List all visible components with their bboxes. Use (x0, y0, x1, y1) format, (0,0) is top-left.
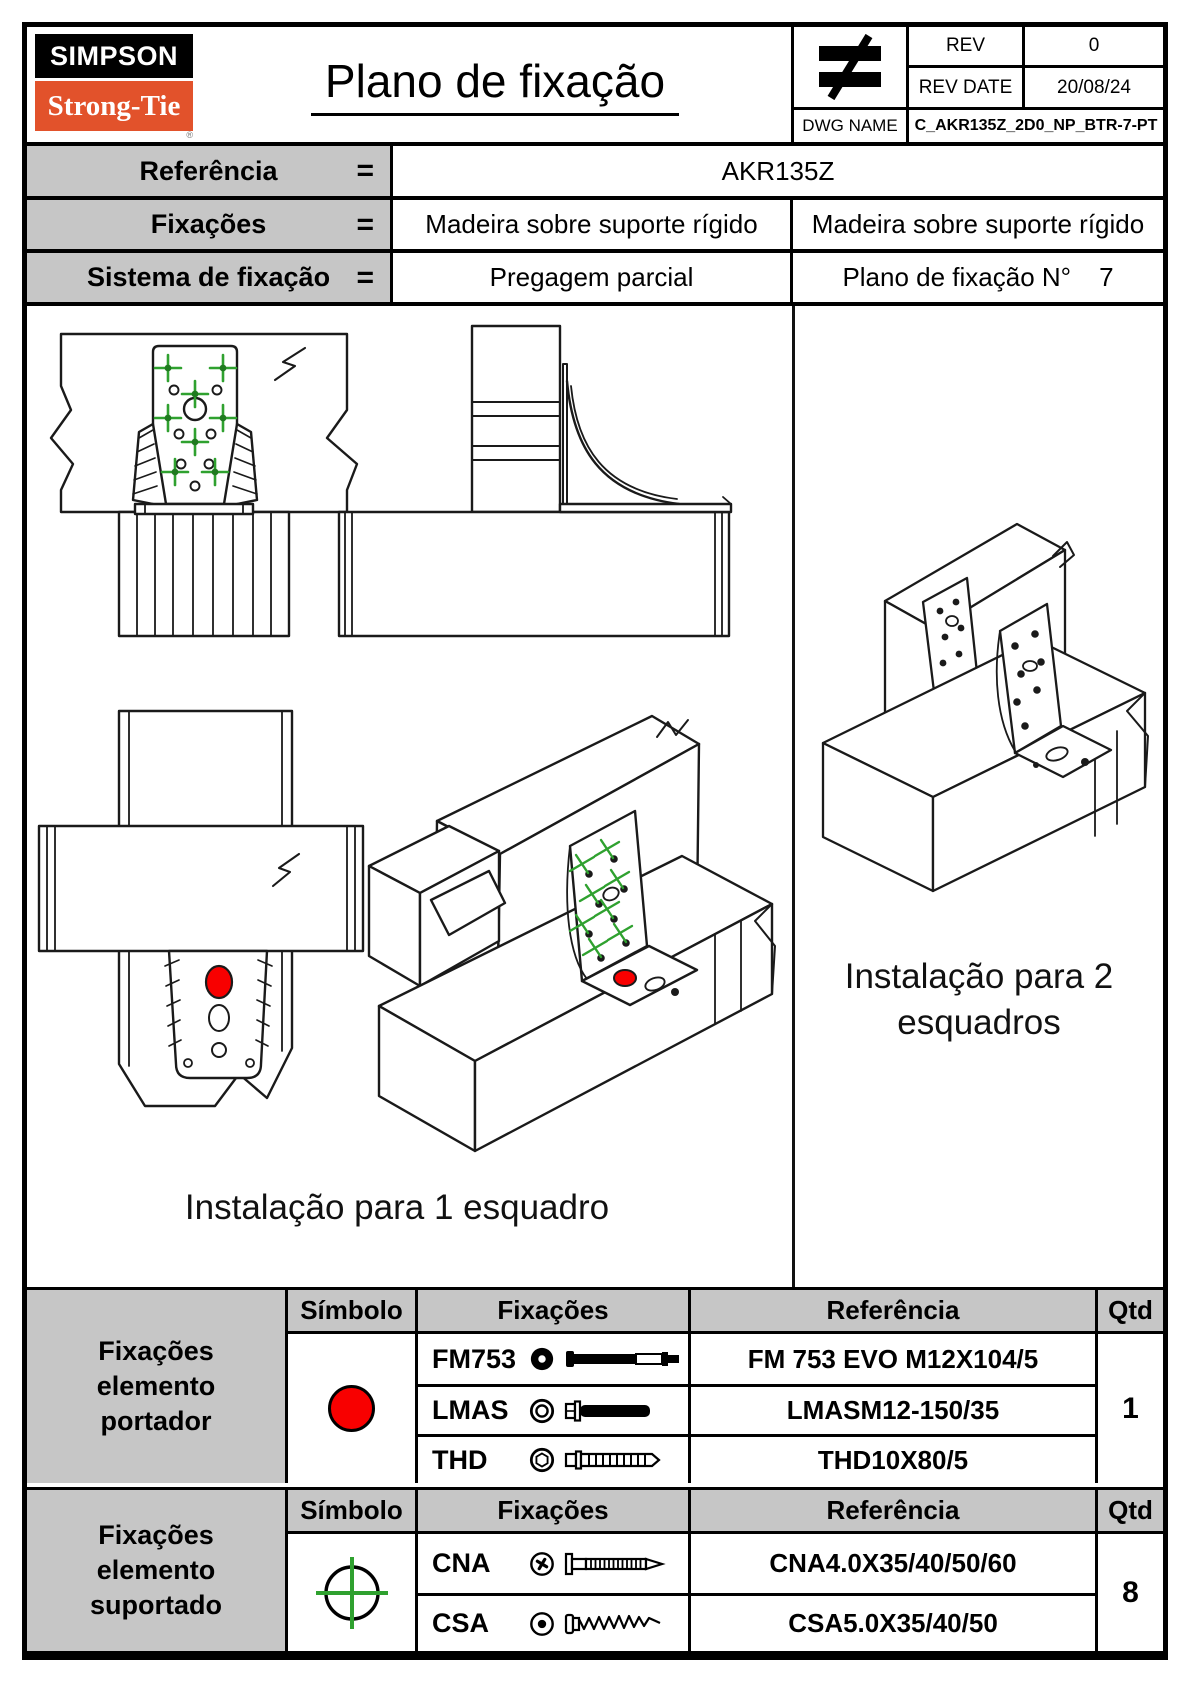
reference-value: FM 753 EVO M12X104/5 (688, 1334, 1095, 1384)
sistema-value: Pregagem parcial (390, 249, 790, 302)
double-bracket-panel (792, 306, 1163, 1287)
col-header-simbolo: Símbolo (285, 1290, 415, 1334)
fixing-row-thd: THD (415, 1434, 688, 1483)
brand-logo (27, 27, 199, 142)
registered-mark: ® (186, 130, 193, 140)
lmas-head-icon (529, 1398, 555, 1424)
table-row-label: Fixações elemento suportado (27, 1490, 285, 1651)
fixacoes-value-left: Madeira sobre suporte rígido (390, 196, 790, 249)
row-fixacoes-label: Fixações = (27, 196, 390, 249)
logo-simpson: SIMPSON (35, 34, 193, 78)
row-referencia-label: Referência = (27, 146, 390, 196)
equals-sign: = (356, 260, 374, 294)
rev-date-label: REV DATE (906, 68, 1022, 110)
equals-sign: = (356, 207, 374, 241)
table-row-label: Fixações elemento portador (27, 1290, 285, 1483)
rev-value: 0 (1022, 27, 1163, 68)
double-bracket-drawing (795, 306, 1160, 1282)
thd-head-icon (529, 1447, 555, 1473)
cna-nail-icon (564, 1551, 682, 1577)
rev-date-value: 20/08/24 (1022, 68, 1163, 110)
reference-value: CSA5.0X35/40/50 (688, 1593, 1095, 1651)
fixacoes-value-right: Madeira sobre suporte rígido (790, 196, 1163, 249)
cna-head-icon (529, 1551, 555, 1577)
single-bracket-panel (27, 306, 792, 1287)
col-header-referencia: Referência (688, 1290, 1095, 1334)
rev-label: REV (906, 27, 1022, 68)
fixing-row-lmas: LMAS (415, 1384, 688, 1434)
csa-head-icon (529, 1611, 555, 1637)
page-title: Plano de fixação (311, 54, 679, 116)
lmas-bolt-icon (564, 1398, 682, 1424)
logo-strongtie: Strong-Tie (35, 81, 193, 131)
col-header-referencia: Referência (688, 1490, 1095, 1534)
red-anchor-symbol (328, 1385, 375, 1432)
csa-screw-icon (564, 1611, 682, 1637)
equals-sign: = (356, 154, 374, 187)
referencia-value: AKR135Z (390, 146, 1163, 196)
fm753-head-icon (529, 1346, 555, 1372)
not-equal-icon (794, 27, 906, 110)
fixing-row-fm753: FM753 (415, 1334, 688, 1384)
col-header-fixacoes: Fixações (415, 1290, 688, 1334)
dwg-name-label: DWG NAME (802, 116, 898, 135)
fixings-table-suportado (27, 1487, 1163, 1655)
sheet-title-wrap (199, 27, 791, 142)
single-bracket-drawings (27, 306, 792, 1282)
col-header-fixacoes: Fixações (415, 1490, 688, 1534)
symbol-cell (285, 1534, 415, 1651)
reference-value: LMASM12-150/35 (688, 1384, 1095, 1434)
title-block (27, 27, 1163, 146)
reference-value: CNA4.0X35/40/50/60 (688, 1534, 1095, 1593)
symbol-cell (285, 1334, 415, 1483)
col-header-qtd: Qtd (1095, 1490, 1163, 1534)
plan-number-label: Plano de fixação N° (842, 262, 1072, 292)
revision-table (791, 27, 1163, 142)
qty-value: 8 (1095, 1534, 1163, 1651)
fixings-table-portador (27, 1287, 1163, 1483)
plan-number-value: 7 (1099, 262, 1114, 292)
col-header-simbolo: Símbolo (285, 1490, 415, 1534)
col-header-qtd: Qtd (1095, 1290, 1163, 1334)
fixing-row-cna: CNA (415, 1534, 688, 1593)
caption-double-bracket: Instalação para 2 esquadros (844, 957, 1114, 1042)
reference-value: THD10X80/5 (688, 1434, 1095, 1483)
green-crosshair-symbol (314, 1555, 390, 1631)
caption-single-bracket: Instalação para 1 esquadro (184, 1188, 610, 1227)
row-sistema-label: Sistema de fixação = (27, 249, 390, 302)
dwg-name-value: C_AKR135Z_2D0_NP_BTR-7-PT (906, 110, 1163, 142)
thd-screw-icon (564, 1447, 682, 1473)
fm753-bolt-icon (564, 1346, 682, 1372)
drawing-area (27, 306, 1163, 1287)
plan-number-cell (790, 249, 1163, 302)
sheet-frame (22, 22, 1168, 1660)
fixing-row-csa: CSA (415, 1593, 688, 1651)
qty-value: 1 (1095, 1334, 1163, 1483)
reference-info-table (27, 146, 1163, 306)
